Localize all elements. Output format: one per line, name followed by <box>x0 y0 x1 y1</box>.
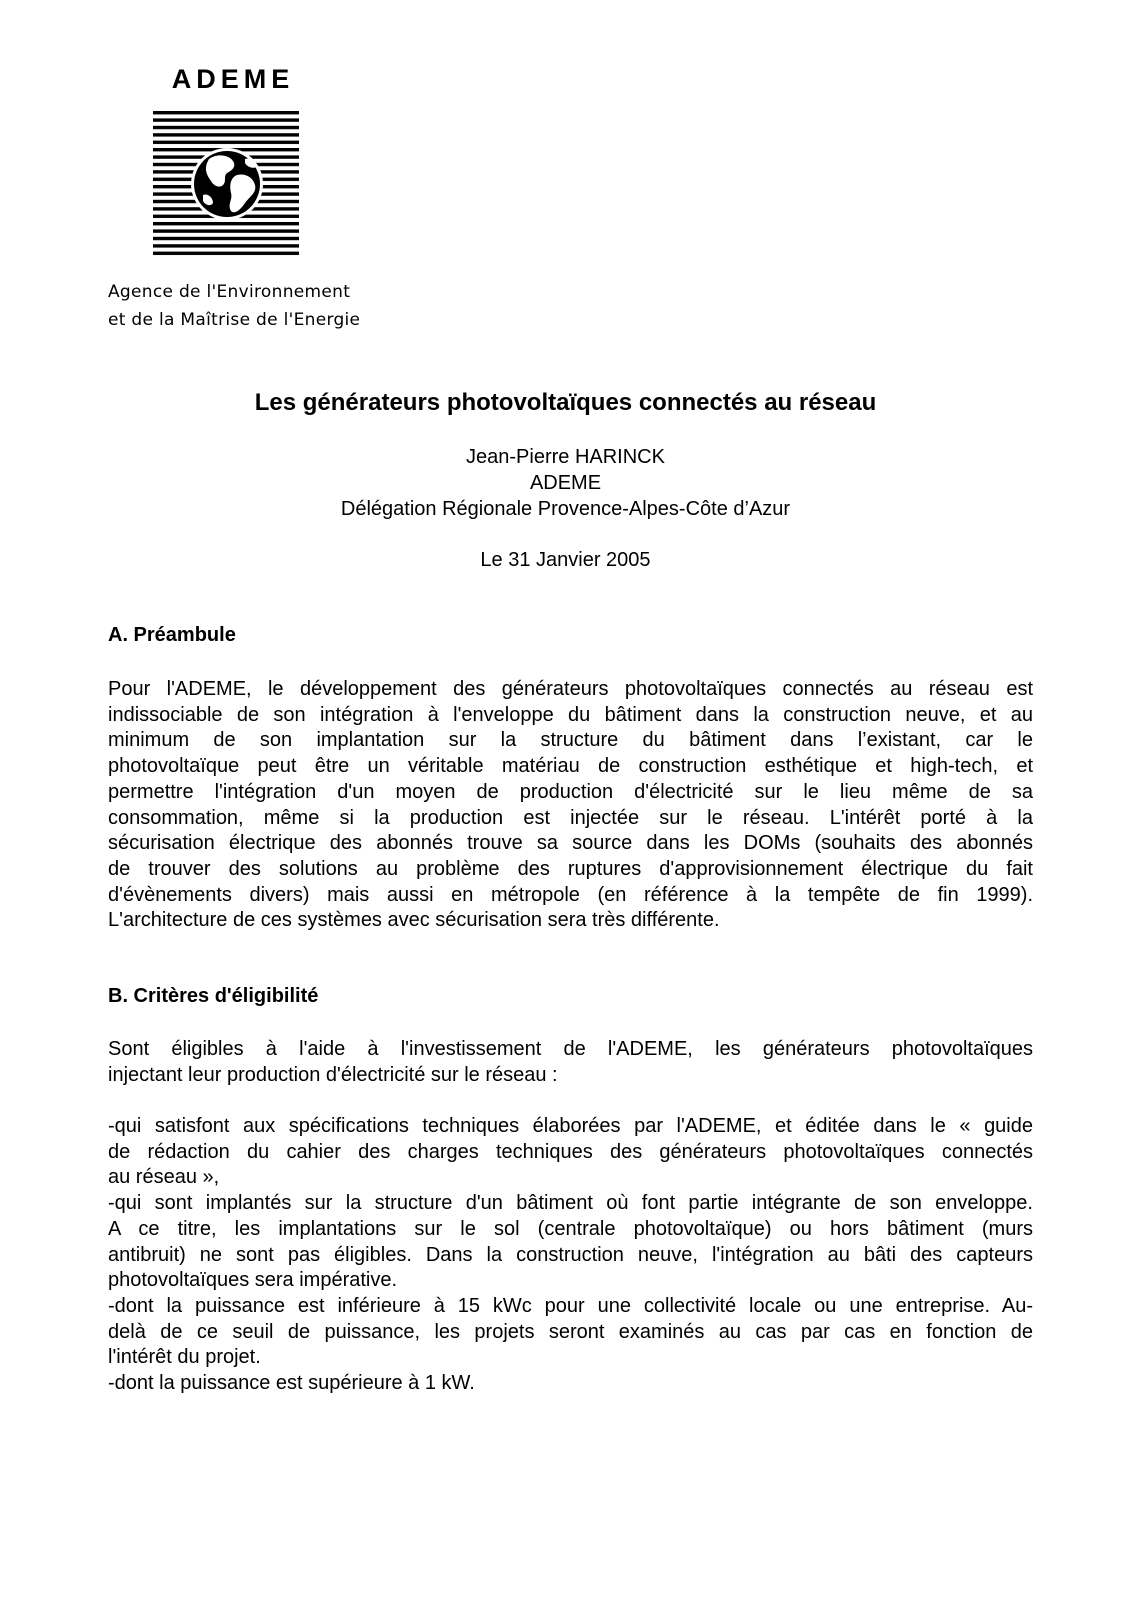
globe-icon <box>153 111 299 259</box>
agency-line: et de la Maîtrise de l'Energie <box>108 310 361 330</box>
criteria-line: antibruit) ne sont pas éligibles. Dans la construction neuve, l'intégration au bâti des capteurs <box>108 1243 1033 1266</box>
document-title: Les générateurs photovoltaïques connectés au réseau <box>254 389 877 416</box>
paragraph-line: minimum de son implantation sur la structure du bâtiment dans l’existant, car le <box>108 729 1033 752</box>
paragraph-line: Pour l'ADEME, le développement des générateurs photovoltaïques connectés au réseau est <box>108 678 1033 700</box>
section-a-paragraph <box>108 677 1033 934</box>
paragraph-line: injectant leur production d'électricité sur le réseau : <box>108 1063 558 1086</box>
paragraph-line: de trouver des solutions au problème des ruptures d'approvisionnement électrique du fait <box>108 857 1033 880</box>
paragraph-line: sécurisation électrique des abonnés trouve sa source dans les DOMs (souhaits des abonnés <box>108 832 1033 855</box>
document-date: Le 31 Janvier 2005 <box>480 549 651 571</box>
criteria-line: -dont la puissance est inférieure à 15 kWc pour une collectivité locale ou une entreprise. Au- <box>108 1294 1033 1317</box>
organization-name: ADEME <box>529 472 602 494</box>
criteria-line: -qui satisfont aux spécifications techniques élaborées par l'ADEME, et éditée dans le « guide <box>108 1115 1033 1137</box>
criteria-line: de rédaction du cahier des charges techniques des générateurs photovoltaïques connectés <box>108 1140 1033 1163</box>
logo-wordmark: ADEME <box>171 64 295 94</box>
section-a-heading: A. Préambule <box>108 624 236 646</box>
paragraph-line: indissociable de son intégration à l'enveloppe du bâtiment dans la construction neuve, et au <box>108 703 1033 726</box>
agency-line: Agence de l'Environnement <box>108 282 351 302</box>
criteria-line: A ce titre, les implantations sur le sol (centrale photovoltaïque) ou hors bâtiment (murs <box>108 1217 1033 1240</box>
section-b-heading: B. Critères d'éligibilité <box>108 985 319 1007</box>
criteria-line: -qui sont implantés sur la structure d'un bâtiment où font partie intégrante de son enveloppe. <box>108 1192 1033 1215</box>
paragraph-line: d'évènements divers) mais aussi en métropole (en référence à la tempête de fin 1999). <box>108 883 1033 906</box>
author-name: Jean-Pierre HARINCK <box>466 446 665 468</box>
criteria-line: au réseau », <box>108 1166 220 1189</box>
paragraph-line: permettre l'intégration d'un moyen de production d'électricité sur le lieu même de sa <box>108 780 1033 803</box>
delegation-name: Délégation Régionale Provence-Alpes-Côte d’Azur <box>340 498 791 520</box>
paragraph-line: photovoltaïque peut être un véritable matériau de construction esthétique et high-tech, et <box>108 755 1033 778</box>
section-b-intro <box>108 1037 1033 1088</box>
criteria-line: -dont la puissance est supérieure à 1 kW. <box>108 1372 475 1395</box>
paragraph-line: L'architecture de ces systèmes avec sécurisation sera très différente. <box>108 909 720 932</box>
criteria-line: delà de ce seuil de puissance, les projets seront examinés au cas par cas en fonction de <box>108 1320 1033 1343</box>
section-b-criteria <box>108 1114 1033 1397</box>
criteria-line: l'intérêt du projet. <box>108 1346 261 1369</box>
agency-name <box>108 278 360 334</box>
paragraph-line: consommation, même si la production est injectée sur le réseau. L'intérêt porté à la <box>108 806 1033 829</box>
criteria-line: photovoltaïques sera impérative. <box>108 1269 398 1292</box>
paragraph-line: Sont éligibles à l'aide à l'investissement de l'ADEME, les générateurs photovoltaïques <box>108 1038 1033 1060</box>
